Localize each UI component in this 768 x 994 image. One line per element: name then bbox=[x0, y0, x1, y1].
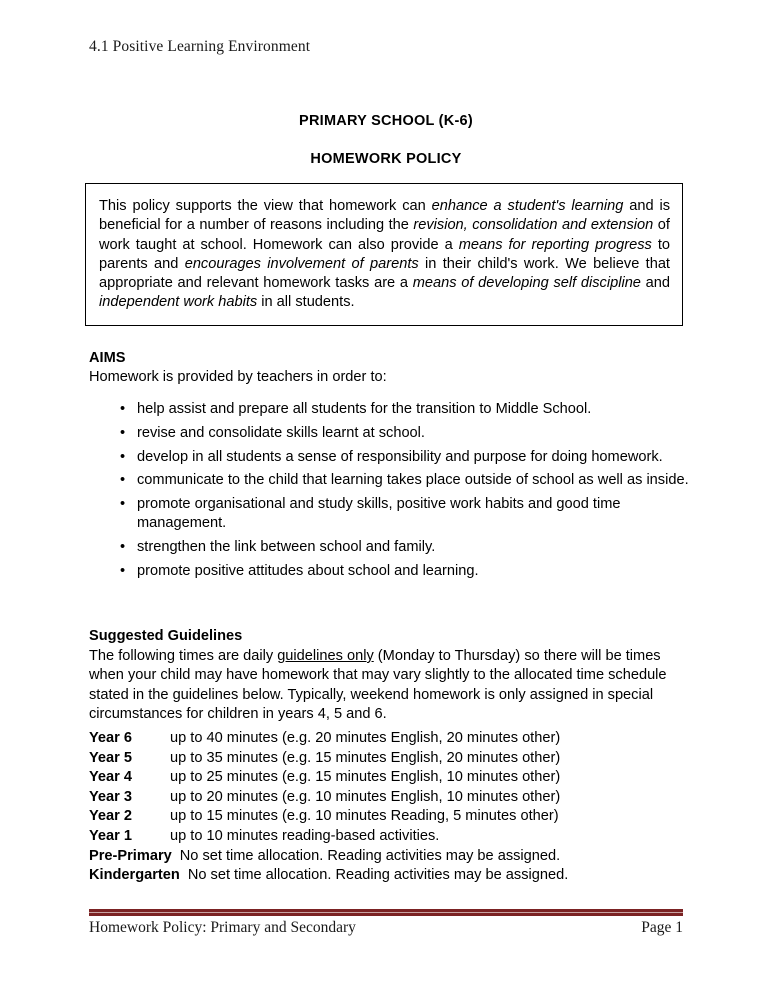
list-item bbox=[89, 471, 689, 490]
year-level-label: Year 1 bbox=[89, 827, 133, 844]
table-row bbox=[89, 729, 689, 749]
year-level-label: Pre-Primary bbox=[89, 847, 172, 864]
guidelines-text-run: The following times are daily bbox=[89, 648, 278, 664]
table-row bbox=[89, 847, 689, 867]
bullet-icon: • bbox=[120, 539, 126, 556]
policy-emphasis-run: encourages involvement of parents bbox=[184, 255, 419, 272]
list-item bbox=[89, 400, 689, 419]
guidelines-text-run: (Monday to Thursday) so there will be times when your child may have homework that may vary slightly to the allocated time schedule stated in the guidelines below. Typically, weekend homework is only assigned in special circumstances for children in years 4, 5 and 6. bbox=[89, 648, 667, 722]
year-time-allocation: up to 40 minutes (e.g. 20 minutes English, 20 minutes other) bbox=[170, 730, 561, 746]
year-time-allocation: No set time allocation. Reading activities may be assigned. bbox=[179, 847, 561, 864]
list-item-label: communicate to the child that learning takes place outside of school as well as inside. bbox=[137, 472, 689, 489]
year-time-allocation: up to 10 minutes reading-based activities. bbox=[170, 827, 440, 844]
year-time-allocation: up to 20 minutes (e.g. 10 minutes English, 10 minutes other) bbox=[170, 788, 561, 805]
policy-statement-text bbox=[99, 197, 670, 313]
policy-text-run: and is beneficial for a number of reasons including the bbox=[99, 198, 670, 234]
list-item-label: revise and consolidate skills learnt at school. bbox=[137, 424, 425, 441]
table-row bbox=[89, 827, 689, 847]
year-time-allocation: up to 35 minutes (e.g. 15 minutes English, 20 minutes other) bbox=[170, 749, 561, 766]
suggested-guidelines-heading: Suggested Guidelines bbox=[89, 628, 243, 644]
policy-text-run: of work taught at school. Homework can also provide a bbox=[99, 217, 670, 253]
aims-bullet-list bbox=[89, 400, 689, 586]
list-item bbox=[89, 448, 689, 467]
policy-statement-box bbox=[85, 183, 683, 326]
policy-emphasis-run: revision, consolidation and extension bbox=[413, 217, 654, 234]
year-time-allocation: No set time allocation. Reading activities may be assigned. bbox=[187, 867, 569, 884]
policy-emphasis-run: independent work habits bbox=[99, 294, 258, 311]
title-block bbox=[89, 112, 683, 169]
bullet-icon: • bbox=[120, 424, 126, 441]
year-level-label: Year 6 bbox=[89, 730, 133, 746]
aims-heading: AIMS bbox=[89, 350, 126, 366]
page-title-homework-policy: HOMEWORK POLICY bbox=[310, 151, 462, 167]
list-item-label: help assist and prepare all students for the transition to Middle School. bbox=[137, 401, 592, 417]
page-footer bbox=[89, 919, 683, 937]
footer-rule-inner-line bbox=[89, 912, 683, 913]
footer-document-name: Homework Policy: Primary and Secondary bbox=[89, 919, 356, 936]
bullet-icon: • bbox=[120, 496, 126, 513]
table-row bbox=[89, 866, 689, 886]
list-item bbox=[89, 538, 689, 557]
suggested-guidelines-text bbox=[89, 647, 681, 724]
bullet-icon: • bbox=[120, 563, 126, 580]
table-row bbox=[89, 749, 689, 769]
list-item-label: promote organisational and study skills, positive work habits and good time management. bbox=[137, 496, 621, 532]
year-level-label: Year 5 bbox=[89, 749, 133, 766]
policy-emphasis-run: enhance a student's learning bbox=[431, 198, 624, 214]
policy-text-run: in their child's work. We believe that appropriate and relevant homework tasks are a bbox=[99, 255, 670, 292]
policy-text-run: This policy supports the view that homework can bbox=[99, 198, 432, 214]
bullet-icon: • bbox=[120, 472, 126, 489]
table-row bbox=[89, 768, 689, 788]
page-title-primary-school: PRIMARY SCHOOL (K-6) bbox=[299, 113, 473, 129]
policy-text-run: and bbox=[640, 275, 671, 292]
policy-emphasis-run: means for reporting progress bbox=[458, 236, 652, 253]
table-row bbox=[89, 788, 689, 808]
list-item bbox=[89, 562, 689, 581]
footer-page-number: Page 1 bbox=[641, 919, 683, 936]
year-time-allocation: up to 15 minutes (e.g. 10 minutes Reading, 5 minutes other) bbox=[170, 808, 559, 825]
bullet-icon: • bbox=[120, 448, 126, 465]
year-time-allocation: up to 25 minutes (e.g. 15 minutes English, 10 minutes other) bbox=[170, 769, 561, 786]
year-allocation-table bbox=[89, 729, 689, 886]
guidelines-underlined-run: guidelines only bbox=[277, 648, 374, 664]
list-item-label: strengthen the link between school and family. bbox=[137, 539, 436, 556]
year-level-label: Year 4 bbox=[89, 769, 133, 786]
aims-intro-text: Homework is provided by teachers in order to: bbox=[89, 369, 387, 385]
bullet-icon: • bbox=[120, 401, 126, 417]
policy-text-run: to parents and bbox=[99, 236, 671, 272]
list-item bbox=[89, 495, 689, 534]
policy-emphasis-run: means of developing self discipline bbox=[412, 275, 641, 292]
year-level-label: Year 3 bbox=[89, 788, 133, 805]
year-level-label: Year 2 bbox=[89, 808, 133, 825]
list-item-label: develop in all students a sense of responsibility and purpose for doing homework. bbox=[137, 448, 663, 465]
policy-text-run: in all students. bbox=[257, 294, 355, 311]
table-row bbox=[89, 807, 689, 827]
list-item bbox=[89, 424, 689, 443]
year-level-label: Kindergarten bbox=[89, 867, 180, 884]
footer-divider-rule bbox=[89, 909, 683, 916]
list-item-label: promote positive attitudes about school and learning. bbox=[137, 563, 479, 580]
running-header: 4.1 Positive Learning Environment bbox=[89, 38, 311, 55]
